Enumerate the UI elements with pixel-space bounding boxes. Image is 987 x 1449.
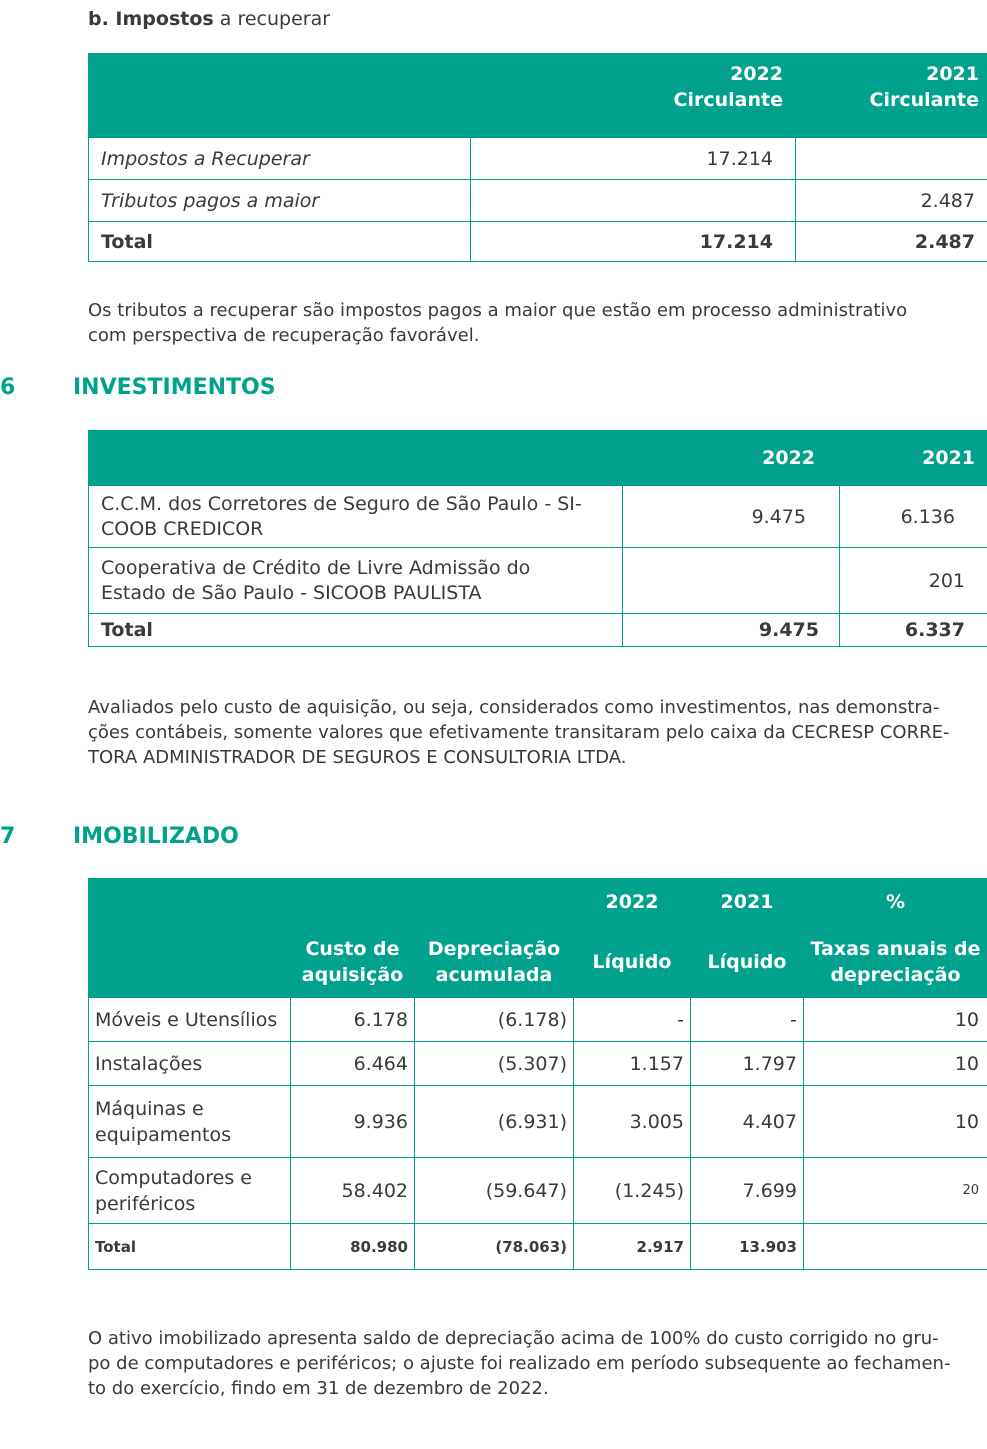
table-row xyxy=(89,486,987,548)
table-row xyxy=(89,180,987,222)
cell-taxa: 10 xyxy=(804,1086,987,1158)
total-row xyxy=(89,1224,987,1270)
header-taxas xyxy=(804,926,987,998)
header-line: acumulada xyxy=(435,963,553,986)
cell-2022: 17.214 xyxy=(471,138,796,180)
cell-taxa: 10 xyxy=(804,1042,987,1086)
cell-2021: 2.487 xyxy=(796,180,987,222)
header-label: Circulante xyxy=(869,89,979,111)
section-6-number: 6 xyxy=(0,375,16,400)
note-line: Os tributos a recuperar são impostos pagos a maior que estão em processo administrativo xyxy=(88,300,908,321)
header-custo xyxy=(291,926,415,998)
total-row xyxy=(89,614,987,647)
fixed-assets-table xyxy=(88,878,987,1270)
row-label xyxy=(89,998,291,1042)
cell-custo: 6.464 xyxy=(291,1042,415,1086)
section-b-title-bold: b. Impostos xyxy=(88,8,214,30)
investments-header-2022: 2022 xyxy=(623,431,840,486)
header-empty xyxy=(291,879,415,926)
investments-header-empty xyxy=(89,431,623,486)
section-b-title-rest: a recuperar xyxy=(213,8,331,30)
cell-depreciacao: (5.307) xyxy=(415,1042,574,1086)
table-row xyxy=(89,998,987,1042)
table-row xyxy=(89,548,987,614)
header-line: Depreciação xyxy=(427,937,561,960)
note-line: TORA ADMINISTRADOR DE SEGUROS E CONSULTORIA LTDA. xyxy=(88,747,627,768)
cell-depreciacao: (6.931) xyxy=(415,1086,574,1158)
cell-custo: 58.402 xyxy=(291,1158,415,1224)
header-percent: % xyxy=(804,879,987,926)
cell-liquido-2022: 1.157 xyxy=(574,1042,691,1086)
taxes-note xyxy=(88,298,978,348)
row-label xyxy=(89,486,623,548)
section-6-title: INVESTIMENTOS xyxy=(73,375,276,400)
row-label-line: COOB CREDICOR xyxy=(101,517,264,540)
cell-liquido-2021: - xyxy=(691,998,804,1042)
row-label: Impostos a Recuperar xyxy=(89,138,471,180)
row-label-line: Máquinas e xyxy=(95,1097,204,1120)
row-label-line: Cooperativa de Crédito de Livre Admissão do xyxy=(101,556,531,579)
header-liquido-2022: Líquido xyxy=(574,926,691,998)
taxes-header-row xyxy=(89,54,987,138)
cell-taxa: 20 xyxy=(804,1158,987,1224)
cell-2022 xyxy=(471,180,796,222)
taxes-header-empty xyxy=(89,54,471,138)
table-row xyxy=(89,1042,987,1086)
header-empty xyxy=(89,879,291,926)
header-line: depreciação xyxy=(830,963,961,986)
note-line: to do exercício, findo em 31 de dezembro de 2022. xyxy=(88,1378,549,1399)
row-label-line: Móveis e Utensílios xyxy=(95,1008,278,1031)
fixed-assets-header-cols xyxy=(89,926,987,998)
fixed-assets-header-top xyxy=(89,879,987,926)
cell-custo: 9.936 xyxy=(291,1086,415,1158)
header-empty xyxy=(415,879,574,926)
header-line: Taxas anuais de xyxy=(810,937,981,960)
cell-taxa: 10 xyxy=(804,998,987,1042)
row-label xyxy=(89,1086,291,1158)
total-label: Total xyxy=(89,1224,291,1270)
cell-2021: 201 xyxy=(840,548,987,614)
total-label: Total xyxy=(89,614,623,647)
total-taxa xyxy=(804,1224,987,1270)
total-liquido-2022: 2.917 xyxy=(574,1224,691,1270)
header-2021: 2021 xyxy=(691,879,804,926)
fixed-assets-note xyxy=(88,1326,978,1401)
header-empty xyxy=(89,926,291,998)
cell-2022 xyxy=(623,548,840,614)
taxes-header-2021 xyxy=(796,54,987,138)
row-label-line: periféricos xyxy=(95,1192,196,1215)
header-line: aquisição xyxy=(301,963,404,986)
cell-liquido-2022: (1.245) xyxy=(574,1158,691,1224)
table-row xyxy=(89,1086,987,1158)
total-2022: 17.214 xyxy=(471,222,796,262)
investments-header-row xyxy=(89,431,987,486)
total-liquido-2021: 13.903 xyxy=(691,1224,804,1270)
total-label: Total xyxy=(89,222,471,262)
header-liquido-2021: Líquido xyxy=(691,926,804,998)
row-label-line: Computadores e xyxy=(95,1166,252,1189)
row-label xyxy=(89,1158,291,1224)
cell-liquido-2022: - xyxy=(574,998,691,1042)
header-line: Custo de xyxy=(305,937,400,960)
total-2021: 6.337 xyxy=(840,614,987,647)
cell-2021 xyxy=(796,138,987,180)
section-b-title xyxy=(88,8,330,30)
cell-2022: 9.475 xyxy=(623,486,840,548)
note-line: O ativo imobilizado apresenta saldo de depreciação acima de 100% do custo corrigido no gru- xyxy=(88,1328,939,1349)
investments-note xyxy=(88,695,978,770)
header-year: 2021 xyxy=(926,63,979,85)
note-line: com perspectiva de recuperação favorável. xyxy=(88,325,480,346)
header-2022: 2022 xyxy=(574,879,691,926)
row-label xyxy=(89,1042,291,1086)
cell-liquido-2021: 4.407 xyxy=(691,1086,804,1158)
total-depreciacao: (78.063) xyxy=(415,1224,574,1270)
header-year: 2022 xyxy=(730,63,783,85)
row-label-line: C.C.M. dos Corretores de Seguro de São Paulo - SI- xyxy=(101,492,582,515)
cell-depreciacao: (59.647) xyxy=(415,1158,574,1224)
note-line: Avaliados pelo custo de aquisição, ou seja, considerados como investimentos, nas demonstra- xyxy=(88,697,940,718)
taxes-table xyxy=(88,53,987,262)
total-row xyxy=(89,222,987,262)
header-label: Circulante xyxy=(673,89,783,111)
taxes-header-2022 xyxy=(471,54,796,138)
investments-table xyxy=(88,430,987,647)
investments-header-2021: 2021 xyxy=(840,431,987,486)
row-label xyxy=(89,548,623,614)
table-row xyxy=(89,138,987,180)
cell-liquido-2021: 1.797 xyxy=(691,1042,804,1086)
total-custo: 80.980 xyxy=(291,1224,415,1270)
row-label-line: Instalações xyxy=(95,1052,203,1075)
note-line: ções contábeis, somente valores que efetivamente transitaram pelo caixa da CECRESP CORRE- xyxy=(88,722,950,743)
row-label: Tributos pagos a maior xyxy=(89,180,471,222)
table-row xyxy=(89,1158,987,1224)
cell-2021: 6.136 xyxy=(840,486,987,548)
note-line: po de computadores e periféricos; o ajuste foi realizado em período subsequente ao fechamen- xyxy=(88,1353,951,1374)
row-label-line: equipamentos xyxy=(95,1123,231,1146)
cell-liquido-2022: 3.005 xyxy=(574,1086,691,1158)
header-depreciacao xyxy=(415,926,574,998)
section-7-number: 7 xyxy=(0,824,16,849)
cell-custo: 6.178 xyxy=(291,998,415,1042)
total-2022: 9.475 xyxy=(623,614,840,647)
cell-liquido-2021: 7.699 xyxy=(691,1158,804,1224)
cell-depreciacao: (6.178) xyxy=(415,998,574,1042)
row-label-line: Estado de São Paulo - SICOOB PAULISTA xyxy=(101,581,482,604)
section-7-title: IMOBILIZADO xyxy=(73,824,239,849)
total-2021: 2.487 xyxy=(796,222,987,262)
